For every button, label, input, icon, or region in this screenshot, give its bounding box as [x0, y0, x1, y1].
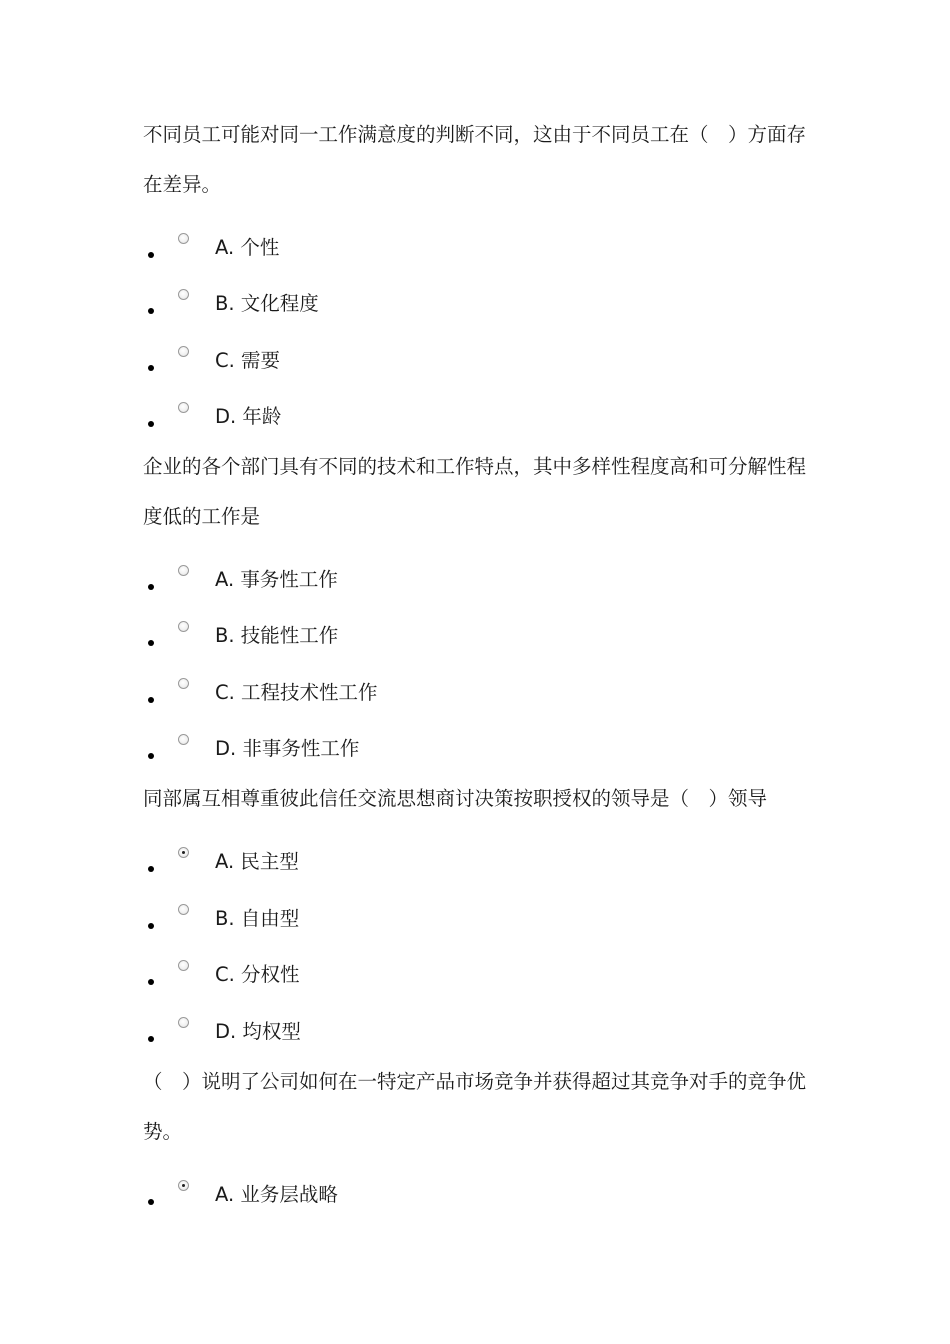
bullet-icon [148, 753, 154, 759]
bullet-icon [148, 923, 154, 929]
radio-button[interactable] [178, 233, 189, 244]
question-1-option-d[interactable] [146, 402, 566, 432]
option-label[interactable]: C. 需要 [215, 349, 281, 372]
question-2-option-d[interactable] [146, 734, 566, 764]
option-label[interactable]: C. 工程技术性工作 [215, 681, 378, 704]
option-label[interactable]: A. 事务性工作 [215, 568, 338, 591]
question-3-option-a[interactable] [146, 847, 566, 877]
bullet-icon [148, 640, 154, 646]
question-3-option-d[interactable] [146, 1017, 566, 1047]
question-1-option-a[interactable] [146, 233, 566, 263]
radio-button[interactable] [178, 289, 189, 300]
bullet-icon [148, 365, 154, 371]
radio-button[interactable] [178, 678, 189, 689]
radio-button[interactable] [178, 847, 189, 858]
question-1-option-b[interactable] [146, 289, 566, 319]
radio-button[interactable] [178, 621, 189, 632]
question-2-option-b[interactable] [146, 621, 566, 651]
bullet-icon [148, 584, 154, 590]
bullet-icon [148, 308, 154, 314]
bullet-icon [148, 1036, 154, 1042]
question-2-option-c[interactable] [146, 678, 566, 708]
question-1-text: 不同员工可能对同一工作满意度的判断不同，这由于不同员工在（ ）方面存在差异。 [143, 123, 807, 196]
bullet-icon [148, 252, 154, 258]
option-label[interactable]: D. 均权型 [215, 1020, 301, 1043]
radio-button[interactable] [178, 1017, 189, 1028]
option-label[interactable]: A. 业务层战略 [215, 1183, 338, 1206]
radio-button[interactable] [178, 904, 189, 915]
option-label[interactable]: D. 非事务性工作 [215, 737, 360, 760]
option-label[interactable]: B. 文化程度 [215, 292, 319, 315]
bullet-icon [148, 979, 154, 985]
question-3-text: 同部属互相尊重彼此信任交流思想商讨决策按职授权的领导是（ ）领导 [143, 787, 768, 810]
question-4-text: （ ）说明了公司如何在一特定产品市场竞争并获得超过其竞争对手的竞争优势。 [143, 1070, 807, 1143]
bullet-icon [148, 866, 154, 872]
question-4-option-a[interactable] [146, 1180, 566, 1210]
option-label[interactable]: B. 技能性工作 [215, 624, 339, 647]
question-2-text: 企业的各个部门具有不同的技术和工作特点，其中多样性程度高和可分解性程度低的工作是 [143, 455, 807, 528]
question-3-option-b[interactable] [146, 904, 566, 934]
bullet-icon [148, 697, 154, 703]
radio-button[interactable] [178, 402, 189, 413]
option-label[interactable]: C. 分权性 [215, 963, 300, 986]
question-3-option-c[interactable] [146, 960, 566, 990]
question-1-option-c[interactable] [146, 346, 566, 376]
radio-button[interactable] [178, 565, 189, 576]
radio-button[interactable] [178, 734, 189, 745]
radio-button[interactable] [178, 1180, 189, 1191]
bullet-icon [148, 1199, 154, 1205]
option-label[interactable]: B. 自由型 [215, 907, 300, 930]
option-label[interactable]: A. 民主型 [215, 850, 299, 873]
bullet-icon [148, 421, 154, 427]
radio-button[interactable] [178, 346, 189, 357]
question-2-option-a[interactable] [146, 565, 566, 595]
option-label[interactable]: D. 年龄 [215, 405, 282, 428]
radio-button[interactable] [178, 960, 189, 971]
option-label[interactable]: A. 个性 [215, 236, 280, 259]
